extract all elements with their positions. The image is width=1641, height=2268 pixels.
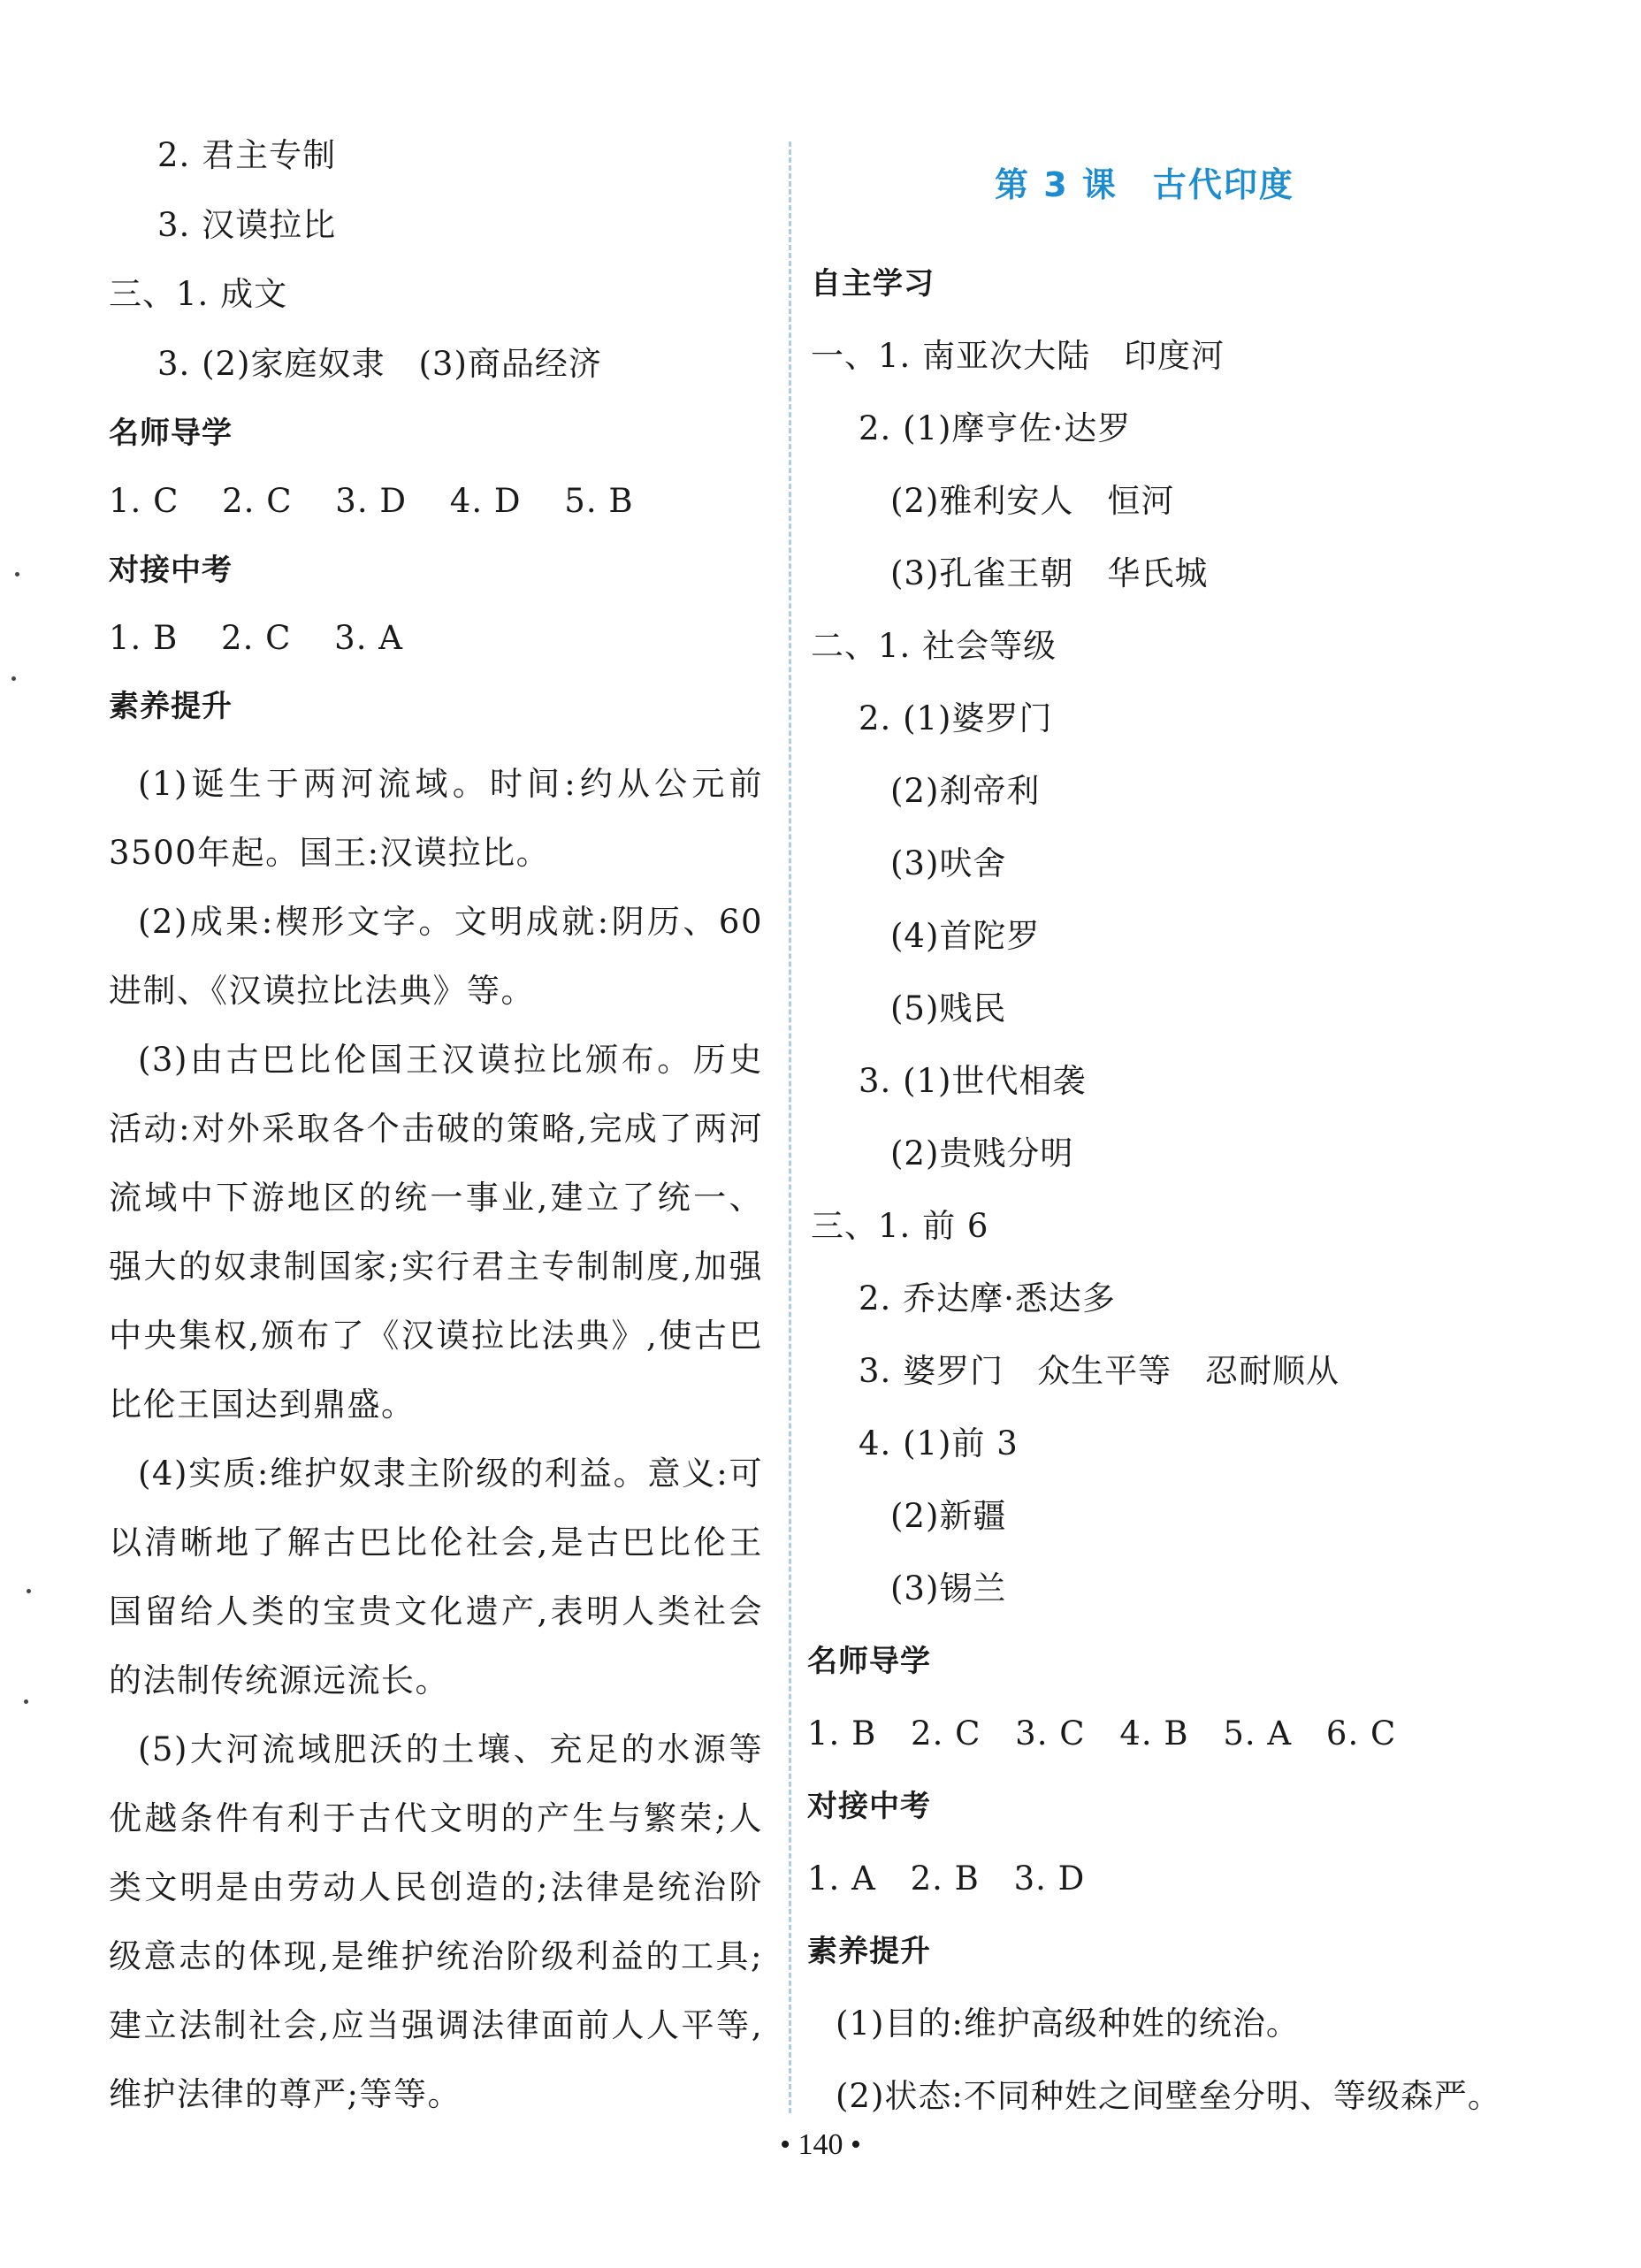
answer-line: 二、1. 社会等级 [811, 627, 1057, 665]
mingshi-answers [807, 1711, 1396, 1757]
answer: 2. C [221, 619, 292, 657]
answer-line: (2)状态:不同种姓之间壁垒分明、等级森严。 [836, 2077, 1501, 2115]
answer: 5. A [1223, 1714, 1293, 1753]
scan-dot [27, 1589, 31, 1593]
section-three-line: 三、1. 成文 [109, 275, 288, 313]
answer: 3. A [334, 619, 403, 657]
answer: 4. D [449, 482, 522, 520]
answer-line: (1)目的:维护高级种姓的统治。 [836, 2005, 1300, 2043]
scan-dot [24, 1699, 28, 1704]
answer-line: 2. (1)摩亨佐·达罗 [859, 409, 1132, 447]
scan-dot [11, 676, 16, 681]
duijie-answers [807, 1856, 1085, 1902]
answer-line: 2. 乔达摩·悉达多 [859, 1279, 1116, 1317]
paragraph: (2)成果:楔形文字。文明成就:阴历、60进制、《汉谟拉比法典》等。 [109, 903, 763, 1010]
answer: 1. A [807, 1859, 876, 1898]
answer: 2. C [222, 482, 293, 520]
page-number: • 140 • [780, 2128, 861, 2161]
suyang-heading: 素养提升 [807, 1934, 931, 1969]
answer-line: 3. 汉谟拉比 [157, 206, 337, 244]
answer: 1. B [109, 619, 179, 657]
answer-line: (5)贱民 [890, 989, 1007, 1027]
answer-line: (3)孔雀王朝 华氏城 [890, 554, 1209, 592]
suyang-heading: 素养提升 [109, 689, 233, 724]
paragraph: (1)诞生于两河流域。时间:约从公元前3500年起。国王:汉谟拉比。 [109, 765, 763, 872]
answer-line: (3)锡兰 [890, 1569, 1007, 1607]
answer: 2. B [910, 1859, 980, 1898]
answer-line: 三、1. 前 6 [811, 1207, 989, 1245]
duijie-heading: 对接中考 [807, 1789, 931, 1824]
answer: 4. B [1119, 1714, 1189, 1753]
answer: 3. D [1013, 1859, 1086, 1898]
paragraph: (3)由古巴比伦国王汉谟拉比颁布。历史活动:对外采取各个击破的策略,完成了两河流域中下游地区的统一事业,建立了统一、强大的奴隶制国家;实行君主专制制度,加强中央集权,颁布了《汉谟拉比法典》,使古巴比伦王国达到鼎盛。 [109, 1041, 763, 1424]
answer-line: (2)贵贱分明 [890, 1134, 1074, 1172]
mingshi-answers [109, 478, 634, 524]
answer-line: 4. (1)前 3 [859, 1424, 1019, 1462]
zizhu-heading: 自主学习 [811, 266, 935, 302]
mingshi-heading: 名师导学 [109, 416, 233, 451]
answer-line: 2. 君主专制 [157, 136, 337, 174]
answer-line: 一、1. 南亚次大陆 印度河 [811, 337, 1225, 375]
answer: 1. C [109, 482, 179, 520]
answer: 3. C [1015, 1714, 1086, 1753]
answer-line: 2. (1)婆罗门 [859, 699, 1053, 737]
answer: 2. C [911, 1714, 981, 1753]
answer: 3. D [335, 482, 408, 520]
answer-line: 3. 婆罗门 众生平等 忍耐顺从 [859, 1352, 1340, 1390]
scan-dot [15, 572, 19, 577]
answer-line: 3. (1)世代相袭 [859, 1062, 1087, 1100]
duijie-answers [109, 615, 403, 661]
paragraph: (5)大河流域肥沃的土壤、充足的水源等优越条件有利于古代文明的产生与繁荣;人类文明是由劳动人民创造的;法律是统治阶级意志的体现,是维护统治阶级利益的工具;建立法制社会,应当强调法律面前人人平等,维护法律的尊严;等等。 [109, 1730, 763, 2113]
lesson-title: 第 3 课 古代印度 [995, 165, 1294, 204]
paragraph: (4)实质:维护奴隶主阶级的利益。意义:可以清晰地了解古巴比伦社会,是古巴比伦王国留给人类的宝贵文化遗产,表明人类社会的法制传统源远流长。 [109, 1455, 763, 1699]
answer-line: 3. (2)家庭奴隶 (3)商品经济 [157, 345, 602, 383]
mingshi-heading: 名师导学 [807, 1644, 931, 1679]
column-divider [789, 141, 791, 2113]
answer-line: (2)新疆 [890, 1497, 1007, 1535]
answer: 1. B [807, 1714, 877, 1753]
answer-line: (3)吠舍 [890, 844, 1007, 882]
answer-line: (2)刹帝利 [890, 772, 1041, 810]
duijie-heading: 对接中考 [109, 553, 233, 588]
answer-line: (4)首陀罗 [890, 917, 1041, 955]
answer: 5. B [564, 482, 634, 520]
answer-line: (2)雅利安人 恒河 [890, 482, 1175, 520]
answer: 6. C [1325, 1714, 1397, 1753]
